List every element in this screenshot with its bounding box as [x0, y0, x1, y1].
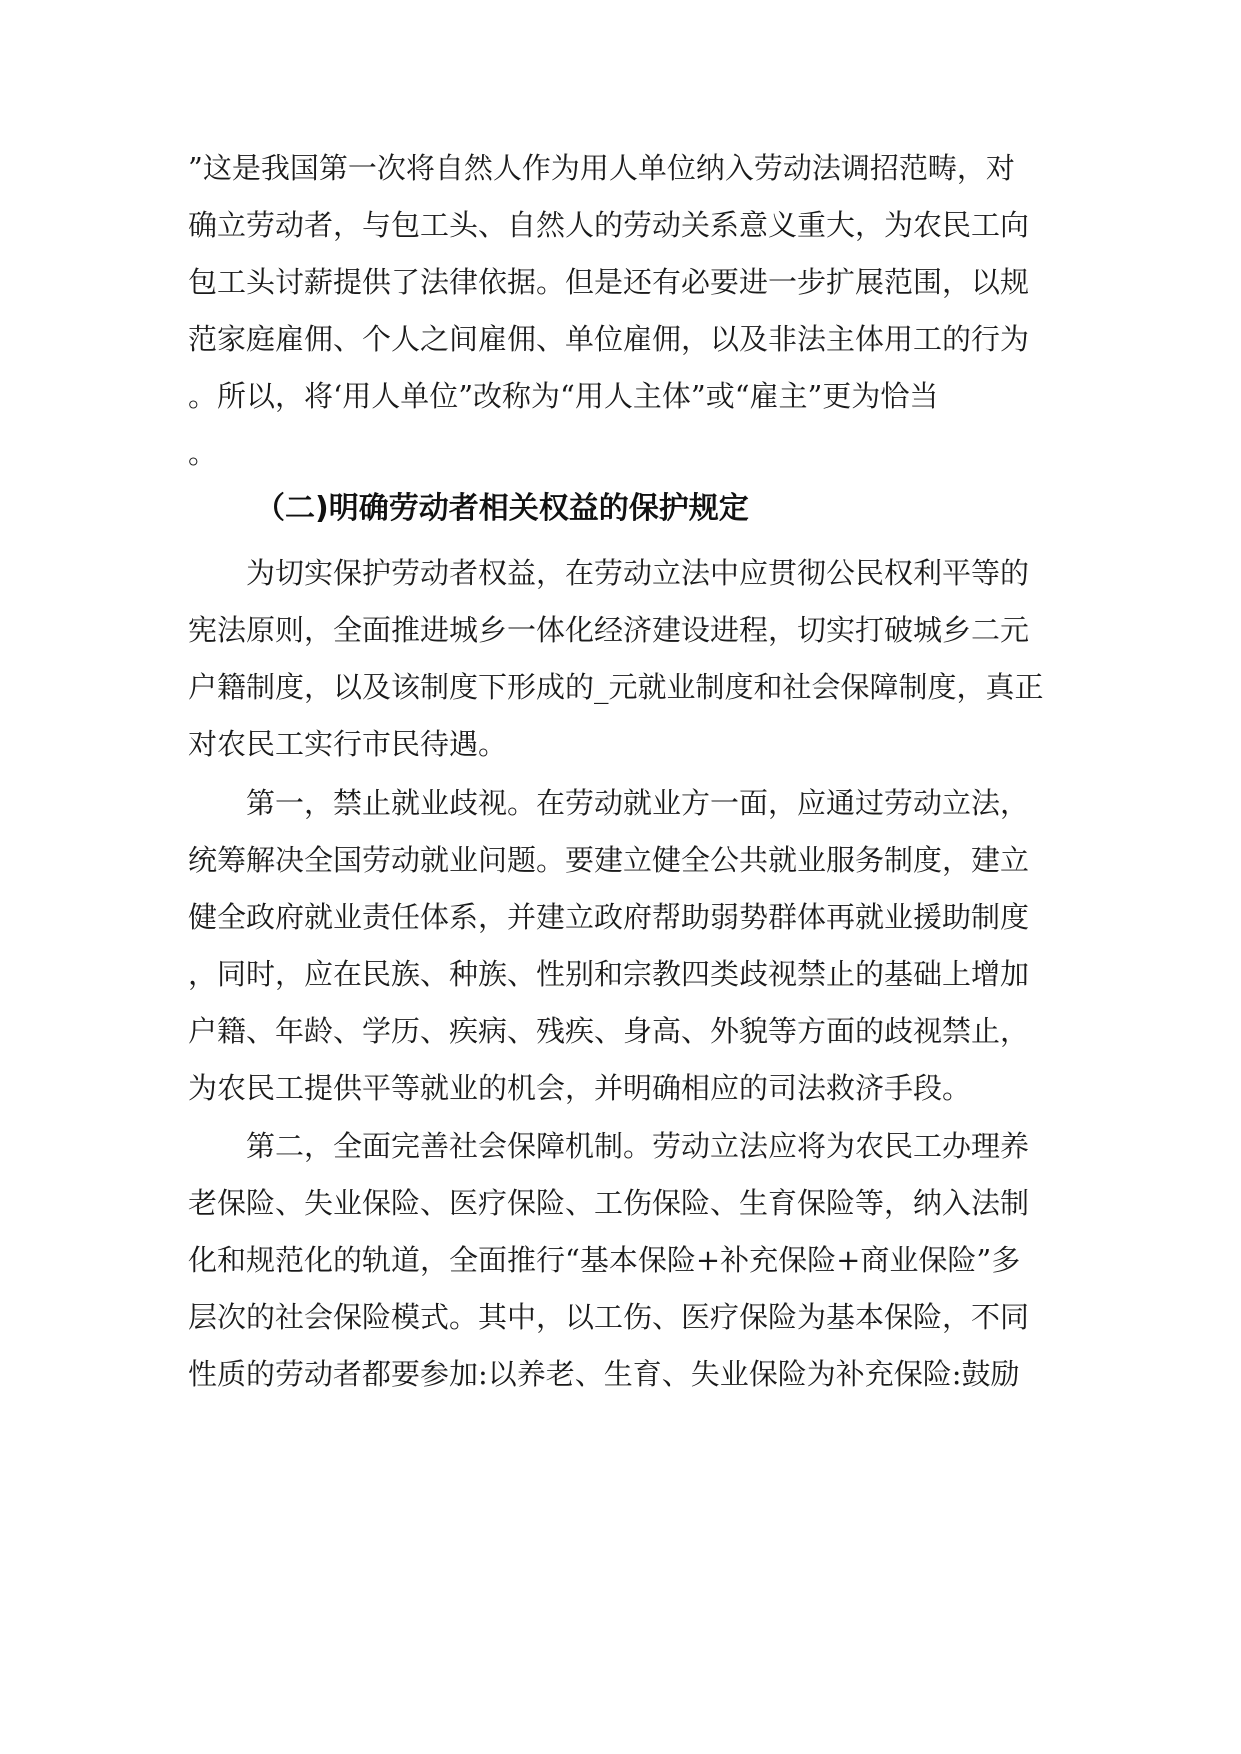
- text-line: 户籍、年龄、学历、疾病、残疾、身高、外貌等方面的歧视禁止，: [188, 1014, 1030, 1048]
- section-heading: （二)明确劳动者相关权益的保护规定: [255, 491, 749, 526]
- text-line: 第二，全面完善社会保障机制。劳动立法应将为农民工办理养: [246, 1129, 1030, 1163]
- text-line: 老保险、失业保险、医疗保险、工伤保险、生育保险等，纳入法制: [188, 1186, 1030, 1220]
- text-line: 对农民工实行市民待遇。: [188, 727, 508, 761]
- text-line: 为农民工提供平等就业的机会，并明确相应的司法救济手段。: [188, 1071, 972, 1105]
- text-line: 户籍制度，以及该制度下形成的_元就业制度和社会保障制度，真正: [188, 670, 1044, 704]
- text-line: ”这是我国第一次将自然人作为用人单位纳入劳动法调招范畴，对: [188, 151, 1015, 185]
- text-line: 确立劳动者，与包工头、自然人的劳动关系意义重大，为农民工向: [188, 208, 1030, 242]
- text-line: 。所以，将‘用人单位”改称为“用人主体”或“雇主”更为恰当: [188, 379, 939, 413]
- text-line: 化和规范化的轨道，全面推行“基本保险+补充保险+商业保险”多: [188, 1243, 1021, 1277]
- text-line: 范家庭雇佣、个人之间雇佣、单位雇佣，以及非法主体用工的行为: [188, 322, 1030, 356]
- text-line: 性质的劳动者都要参加:以养老、生育、失业保险为补充保险:鼓励: [188, 1357, 1020, 1391]
- text-line: 第一，禁止就业歧视。在劳动就业方一面，应通过劳动立法，: [246, 786, 1030, 820]
- text-line: 。: [188, 436, 218, 470]
- text-line: 为切实保护劳动者权益，在劳动立法中应贯彻公民权利平等的: [246, 556, 1030, 590]
- text-line: 包工头讨薪提供了法律依据。但是还有必要进一步扩展范围，以规: [188, 265, 1030, 299]
- text-line: 宪法原则，全面推进城乡一体化经济建设进程，切实打破城乡二元: [188, 613, 1030, 647]
- text-line: 健全政府就业责任体系，并建立政府帮助弱势群体再就业援助制度: [188, 900, 1030, 934]
- text-line: ，同时，应在民族、种族、性别和宗教四类歧视禁止的基础上增加: [188, 957, 1030, 991]
- text-line: 层次的社会保险模式。其中，以工伤、医疗保险为基本保险，不同: [188, 1300, 1030, 1334]
- text-line: 统筹解决全国劳动就业问题。要建立健全公共就业服务制度，建立: [188, 843, 1030, 877]
